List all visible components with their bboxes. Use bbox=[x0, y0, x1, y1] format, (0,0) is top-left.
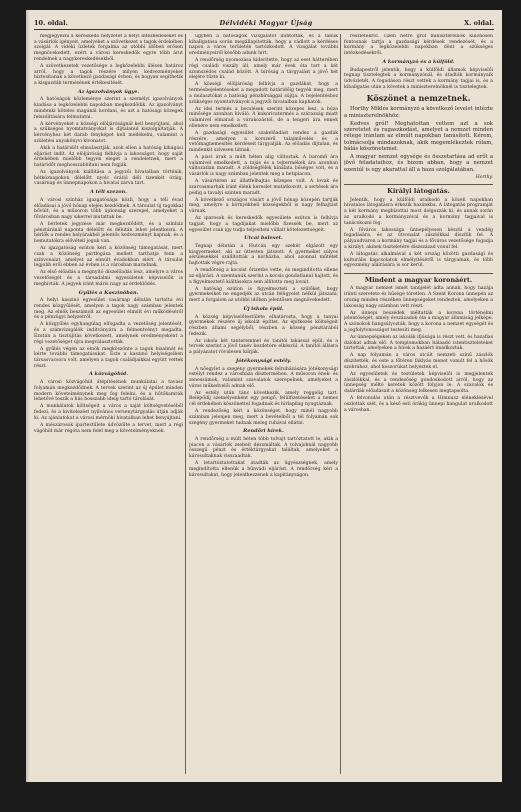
article-paragraph: A magyar nemzet ismét tanújelét adta annak, hogy hazája iránti szeretete és hűsége töretlen. A Szent Korona ünnepén az ország minden részében ünnepségeket rendeztek, amelyeken a lakosság nagy számban vett részt. bbox=[344, 286, 493, 309]
article-paragraph: A letartóztatottakat átadták az ügyészségnek, amely megindította ellenük a bűnvádi eljárást. A rendőrség kéri a károsultakat, hogy jelentkezzenek a kapitányságon. bbox=[189, 461, 338, 478]
article-paragraph: A látogatás alkalmával a két ország közötti gazdasági és kulturális kapcsolatok elmélyítéséről is tárgyalnak, és több egyezmény aláírására is sor kerül. bbox=[344, 251, 493, 269]
article-paragraph: A hatóságok közleménye szerint a személyi igazolványok kiadása a legközelebbi napokban megkezdődik. Az igazolványt mindenki köteles magánál hordani, és azt a hatósági közegek felszólítására felmutatni. bbox=[34, 97, 183, 120]
article-heading: A közvágóhíd. bbox=[88, 371, 128, 378]
issue-label: X. oldal. bbox=[464, 18, 494, 27]
article-paragraph: Akik a határidőt elmulasztják, azok ellen a hatóság kihágási eljárást indít. Az elöljáróság felhívja a lakosságot, hogy saját érdekében mielőbb tegyen eleget a rendeletnek, mert a határidőt meghosszabbítani nem fogják. bbox=[34, 145, 183, 168]
article-paragraph: A magyar nemzet egysége és összetartása ad erőt a jövő feladataihoz, és bízom abban, hogy a nemzet ezentúl is egy akarattal áll a haza szolgálatában. bbox=[344, 153, 493, 173]
column-2 bbox=[189, 34, 338, 776]
headline: Mindent a magyar koronáért. bbox=[364, 275, 473, 284]
article-paragraph: A helyi kaszinó egyesület vasárnap délután tartotta évi rendes közgyűlését, amelyen a tagok nagy számban jelentek meg. Az elnök beszámolt az egyesület elmúlt évi működéséről és a pénzügyi helyzetről. bbox=[34, 298, 183, 321]
article-paragraph: A rendezőség kéri a közönséget, hogy minél nagyobb számban jelenjen meg, mert a bevételből a tél folyamán sok szegény gyermeket tudnak meleg ruhával ellátni. bbox=[189, 409, 338, 426]
article-paragraph: megjegyezni a kereskedő helyzetét a helyi intézkedéseket és a vásárlók igényeit, amelyeket a szövetkezet a tagok érdekében szolgál. A vidéki üzletek forgalma az utóbbi időben erősen megnövekedett, ezért a városi kereskedők egyre több árut rendelnek a nagykereskedésekből. bbox=[34, 34, 183, 62]
article-paragraph: A szövetkezetek vezetősége a legközelebbi ülésen határoz arról, hogy a tagok részére milyen kedvezményeket biztosítanak a következő gazdasági évben, és hogyan segíthetik a kisgazdák termésének értékesítését. bbox=[34, 63, 183, 87]
article-paragraph: Az iparosok és kereskedők egyesülete ezúton is felhívja tagjait, hogy a tagdíjakat mielőbb fizessék be, mert az egyesület csak így tudja teljesíteni vállalt kötelezettségeit. bbox=[189, 216, 338, 233]
article-paragraph: A városi színház igazgatósága közli, hogy a téli évad előadásai a jövő hónap elején kezdődnek. A társulat új tagokkal bővült, és a műsoron több újdonság szerepel, amelyeket a fővárosban nagy sikerrel mutattak be. bbox=[34, 197, 183, 220]
article-paragraph: Kedves gróf! Meghatottan vettem azt a sok szeretetet és ragaszkodást, amelyet a nemzet minden rétege irántam az elmúlt napokban tanúsított. Kérem, tolmácsolja mindazoknak, akik megemlékeztek rólam, hálás köszönetemet. bbox=[344, 120, 493, 153]
article-heading: Új iskola épül. bbox=[243, 305, 284, 312]
column-rule bbox=[185, 34, 186, 774]
article-paragraph: Az ünnepi beszédek méltatták a korona történelmi jelentőségét, amely évszázadok óta a magyar államiság jelképe. A szónokok hangsúlyozták, hogy a korona a nemzet egységét és a jogfolytonosságot testesíti meg. bbox=[344, 310, 493, 333]
article-paragraph: A rendőrség nyomozása kiderítette, hogy az eset hátterében régi családi viszály áll, amely már évek óta tart a két szomszédos család között. A bíróság a tárgyalást a jövő hét elejére tűzte ki. bbox=[189, 58, 338, 81]
article-paragraph: Az igazgatóság ezúton kéri a közönség támogatását, mert csak a közönség pártfogása mellett tarthatja fenn a színvonalat, amelyet az elmúlt évadokban elért. A társulat legjobb erői ebben az évben is a városban maradnak. bbox=[34, 246, 183, 269]
article-heading: A kormányzó és a külföld. bbox=[382, 58, 455, 65]
article-paragraph: A gazdasági egyesület szakelőadást rendez a gazdák részére, amelyen a korszerű talajművelés és a vetőmagnemesítés kérdéseit tárgyalják. Az előadás díjtalan, és mindenkit szívesen látnak. bbox=[189, 130, 338, 153]
article-paragraph: Az ünnepségeken az iskolák ifjúsága is részt vett, és hazafias dalokat adtak elő. A templomokban hálaadó istentiszteleteket tartottak, amelyeken a hívek a hazáért imádkoztak. bbox=[344, 334, 493, 352]
article-heading: Jótékonysági estély. bbox=[235, 357, 292, 364]
article-paragraph: A nőegylet a szegény gyermekek felruházására jótékonysági estélyt rendez a városháza dísztermében. A műsoron ének- és zeneszámok, valamint szavalatok szerepelnek, amelyeket a város műkedvelői adnak elő. bbox=[189, 366, 338, 389]
article-paragraph: A piaci árak a múlt héten alig változtak. A baromfi ára valamivel emelkedett, a tojás és a tejtermékek ára azonban változatlan maradt. A zöldségfélék kínálata bőséges volt, és a vásárlók is nagy számban jelentek meg a hetipiacon. bbox=[189, 155, 338, 178]
article-paragraph: A mészárosok ipartestülete üdvözölte a tervet, mert a régi vágóhíd már régóta nem felel meg a követelményeknek. bbox=[34, 422, 183, 434]
article-paragraph: Horthy Miklós kormányzó a következő levelet intézte a miniszterelnökhöz: bbox=[344, 106, 493, 119]
article-heading: A téli szezon. bbox=[89, 189, 128, 196]
article-paragraph: A községi elöljáróság felhívja a gazdákat, hogy a termésbejelentéseket a megadott határidőig tegyék meg, mert a mulasztókat a hatóság pénzbírsággal sújtja. A bejelentéshez szükséges nyomtatványok a jegyzői hivatalban kaphatók. bbox=[189, 82, 338, 105]
running-head bbox=[34, 16, 494, 30]
article-paragraph: A kérvényeket a községi elöljáróságnál kell benyújtani, ahol a szükséges nyomtatványokat is díjtalanul kiszolgáltatják. A kérvényhez két darab fényképet kell mellékelni, valamint a születési anyakönyvi kivonatot. bbox=[34, 121, 183, 144]
section-divider bbox=[344, 273, 493, 274]
column-rule bbox=[340, 34, 341, 774]
column-1 bbox=[34, 34, 183, 776]
article-paragraph: Tegnap délután a főutcán egy szekér elgázolt egy kisgyermeket, aki az úttesten játszott. A gyermeket súlyos sérülésekkel szállították a kórházba, ahol azonnal műtétet hajtottak végre rajta. bbox=[189, 244, 338, 267]
headline: Királyi látogatás. bbox=[387, 187, 450, 196]
article-paragraph: A gyűlés végén az elnök megköszönte a tagok bizalmát és kérte további támogatásukat. Este a kaszinó helyiségeiben társasvacsora volt, amelyen a tagok családjaikkal együtt vettek részt. bbox=[34, 346, 183, 369]
article-heading: Gyűlés a Kaszinóban. bbox=[78, 289, 139, 296]
article-paragraph: Az estély után tánc következik, amely reggelig tart. Belépődíj személyenként egy pengő, felülfizetéseket a nemes cél érdekében köszönettel fogadnak és hírlapilag nyugtáznak. bbox=[189, 390, 338, 408]
article-paragraph: Az iskola két tanteremmel és tanítói lakással épül, és a tervek szerint a jövő tanév kezdetére elkészül. A tanítói állásra a pályázatot rövidesen kiírják. bbox=[189, 338, 338, 356]
article-paragraph: Az idei termés a becslések szerint közepes lesz, a búza minősége azonban kiváló. A kukoricatermés a szárazság miatt valamivel elmarad a várakozástól, de a tengeri ára ennek ellenére nem emelkedett. bbox=[189, 106, 338, 129]
article-paragraph: részletekről. Tizen hétre gróf miniszterelnök különösen fontosnak tartja a gazdasági kérdések rendezését, és a kormány a legközelebbi napokban dönt a szükséges intézkedésekről. bbox=[344, 34, 493, 57]
article-paragraph: A hatóság ezúton is figyelmezteti a szülőket, hogy gyermekeiket ne engedjék az utcán felügyelet nélkül játszani, mert a forgalom az utóbbi időben jelentősen megnövekedett. bbox=[189, 286, 338, 304]
article-paragraph: Jelentik, hogy a külföldi uralkodó a közeli napokban hivatalos látogatásra érkezik hazánkba. A látogatás programját a két kormány megbízottai most dolgozzák ki, és annak során az uralkodó a kormányzóval és a kormány tagjaival is tanácskozni fog. bbox=[344, 197, 493, 226]
article-paragraph: A nap folyamán a város utcáit nemzeti színű zászlók díszítették, és este a főtéren fáklyás menet vonult fel a hősök szobrához, ahol koszorúkat helyeztek el. bbox=[344, 353, 493, 370]
article-paragraph: A városi közvágóhíd átépítésének munkálatai a tavasz folyamán megkezdődnek. A tervek szerint az új épület minden modern követelménynek meg fog felelni, és a hűtőkamrák lehetővé teszik a hús hosszabb ideig tartó tárolását. bbox=[34, 380, 183, 403]
signature: Horthy. bbox=[475, 174, 493, 180]
page-fold-shadow bbox=[26, 10, 30, 782]
article-paragraph: A bérletek jegyzése már megkezdődött, és a színház pénztáránál naponta délelőtt és délután lehet jelentkezni. A bérlők a rendes helyárakból jelentős kedvezményt kapnak, és a bemutatókra elővételi joguk van. bbox=[34, 222, 183, 245]
page-number: 10. oldal. bbox=[34, 18, 68, 27]
newspaper-page bbox=[26, 10, 502, 782]
article-paragraph: A munkálatok költségeit a város a saját költségvetéséből fedezi, és a kivitelezést nyilvános versenytárgyalás útján adják ki. Az ajánlatokat a városi mérnöki hivatalban lehet benyújtani. bbox=[34, 404, 183, 421]
article-paragraph: A rendőrség a múlt héten több tolvajt tartóztatott le, akik a piacon a vásárlók zsebeit dézsmálták. A tolvajoknál nagyobb összegű pénzt és értéktárgyakat találtak, amelyeket a károsultaknak visszaadtak. bbox=[189, 437, 338, 460]
article-paragraph: A következő országos vásárt a jövő hónap közepén tartják meg, amelyre a környékbeli községekből is nagy felhajtást várnak. bbox=[189, 197, 338, 215]
newspaper-title: Délvidéki Magyar Újság bbox=[219, 18, 313, 27]
article-paragraph: A község képviselőtestülete elhatározta, hogy a tanyai gyermekek részére új iskolát építtet. Az építkezés költségeit részben állami segélyből, részben a község pénztárából fedezik. bbox=[189, 314, 338, 337]
article-paragraph: A közgyűlés egyhangúlag elfogadta a vezetőség jelentését, és a számvizsgálók indítványára a felmentvényt megadta. Ezután a tisztújítás következett, amelynek eredményeként a régi vezetőséget újra megválasztották. bbox=[34, 322, 183, 345]
section-divider bbox=[344, 184, 493, 185]
article-heading: Rendőri hírek. bbox=[243, 428, 284, 435]
article-heading: Utcai baleset. bbox=[244, 235, 283, 242]
article-paragraph: Az egyesületek és testületek képviselői is megjelentek zászlóikkal, és a rendezőség gondoskodott arról, hogy az ünnepség méltó keretek között folyjon le. A szavalók és dalárdák előadásait a közönség lelkesen megtapsolta. bbox=[344, 371, 493, 394]
article-paragraph: A rendőrség a kocsist őrizetbe vette, és megindította ellene az eljárást. A szemtanúk szerint a kocsis gondatlanul hajtott, és a figyelmeztető kiáltásokra sem állította meg lovait. bbox=[189, 268, 338, 285]
article-heading: Az igazolványok ügye. bbox=[77, 88, 140, 95]
article-paragraph: Az első előadás a megnyitó díszelőadás lesz, amelyre a város vezetőségét és a társadalmi egyesületek képviselőit is meghívták. A jegyek iránt máris nagy az érdeklődés. bbox=[34, 270, 183, 287]
article-paragraph: Budapestről jelentik, hogy a külföldi államok képviselői tegnap tisztelegtek a kormányzónál, és átadták kormányaik üdvözletét. A fogadáson részt vettek a kormány tagjai is, és a kihallgatás után a követek a miniszterelnöknél is tisztelegtek. bbox=[344, 67, 493, 90]
article-paragraph: ügyben a hatóságok vizsgálatot indítottak, és a tanúk kihallgatása során megállapították, hogy a vádlott a kérdéses napon a város területén tartózkodott. A vizsgálat további eredményeiről később adunk hírt. bbox=[189, 34, 338, 57]
headline-large: Köszönet a nemzetnek. bbox=[366, 93, 471, 104]
column-3 bbox=[344, 34, 493, 776]
article-paragraph: A vásártéren az állatfelhajtás közepes volt. A lovak és szarvasmarhák iránt élénk kereslet mutatkozott, a sertések ára pedig a tavalyi szinten maradt. bbox=[189, 179, 338, 196]
article-paragraph: A felvonulás után a résztvevők a Himnusz eléneklésével oszlottak szét, és a késő esti órákig ünnepi hangulat uralkodott a városban. bbox=[344, 396, 493, 413]
article-paragraph: Az igazolványok kiállítása a jegyzői hivatalban történik, hétköznapokon délelőtt nyolc órától déli tizenkét óráig, vasárnap és ünnepnapokon a hivatal zárva tart. bbox=[34, 170, 183, 187]
article-paragraph: A főváros lakossága ünnepélyesen készül a vendég fogadására, és az útvonalat zászlókkal díszítik fel. A pályaudvaron a kormány tagjai és a főváros vezetősége fogadja a királyt, akinek tiszteletére díszszázad vonul fel. bbox=[344, 227, 493, 250]
